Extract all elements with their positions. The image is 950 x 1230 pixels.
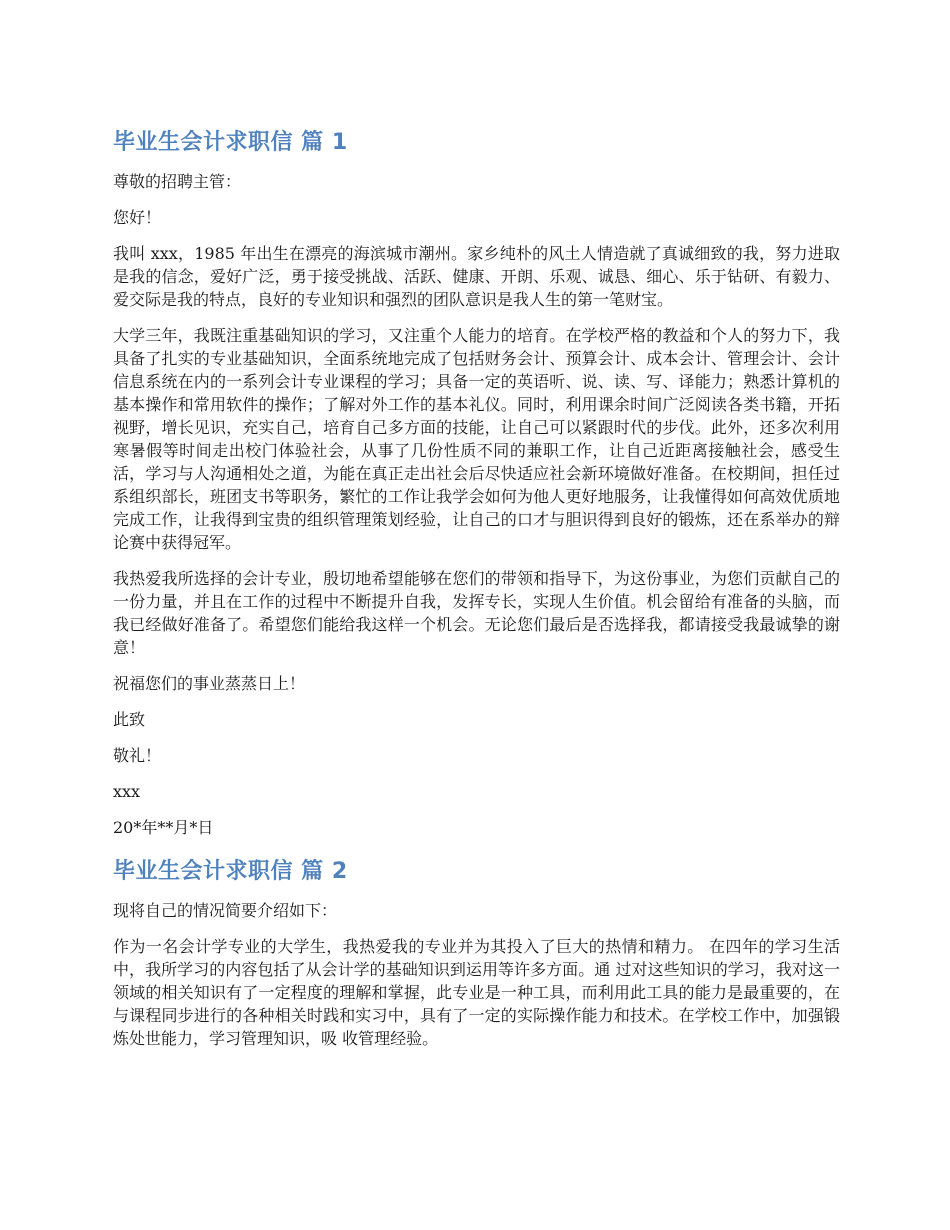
signature-date: 20*年**月*日 [113,818,214,837]
document-page [113,126,840,1063]
closing-jingli: 敬礼！ [113,746,162,765]
body-paragraph: 我热爱我所选择的会计专业，殷切地希望能够在您们的带领和指导下，为这份事业，为您们贡献自己的一份力量，并且在工作的过程中不断提升自我，发挥专长，实现人生价值。机会留给有准备的头脑，而我已经做好准备了。希望您们能给我这样一个机会。无论您们最后是否选择我，都请接受我最诚挚的谢意！ [113,569,840,657]
section-2 [113,855,840,1050]
body-paragraph: 作为一名会计学专业的大学生，我热爱我的专业并为其投入了巨大的热情和精力。 在四年的学习生活中，我所学习的内容包括了从会计学的基础知识到运用等许多方面。通 过对这些知识的学习，我对这一领域的相关知识有了一定程度的理解和掌握，此专业是一种工具，而利用此工具的能力是最重要的，在与课程同步进行的各种相关时践和实习中，具有了一定的实际操作能力和技术。在学校工作中，加强锻炼处世能力，学习管理知识，吸 收管理经验。 [113,937,840,1048]
intro-line: 现将自己的情况简要介绍如下： [113,901,338,920]
signature-name: xxx [113,782,141,801]
closing-wish: 祝福您们的事业蒸蒸日上！ [113,674,306,693]
section-1 [113,126,840,839]
body-paragraph: 大学三年，我既注重基础知识的学习，又注重个人能力的培育。在学校严格的教益和个人的努力下，我具备了扎实的专业基础知识，全面系统地完成了包括财务会计、预算会计、成本会计、管理会计、会计信息系统在内的一系列会计专业课程的学习；具备一定的英语听、说、读、写、译能力；熟悉计算机的基本操作和常用软件的操作；了解对外工作的基本礼仪。同时，利用课余时间广泛阅读各类书籍，开拓视野，增长见识，充实自己，培育自己多方面的技能，让自己可以紧跟时代的步伐。此外，还多次利用寒暑假等时间走出校门体验社会，从事了几份性质不同的兼职工作，让自己近距离接触社会，感受生活，学习与人沟通相处之道，为能在真正走出社会后尽快适应社会新环境做好准备。在校期间，担任过系组织部长，班团支书等职务，繁忙的工作让我学会如何为他人更好地服务，让我懂得如何高效优质地完成工作，让我得到宝贵的组织管理策划经验，让自己的口才与胆识得到良好的锻炼，还在系举办的辩论赛中获得冠军。 [113,326,840,552]
closing-cizhi: 此致 [113,710,146,729]
body-paragraph: 我叫 xxx，1985 年出生在漂亮的海滨城市潮州。家乡纯朴的风土人情造就了真诚细致的我，努力进取是我的信念，爱好广泛，勇于接受挑战、活跃、健康、开朗、乐观、诚恳、细心、乐于钻研、有毅力、爱交际是我的特点，良好的专业知识和强烈的团队意识是我人生的第一笔财宝。 [113,244,840,309]
greeting: 您好！ [113,208,162,227]
section-heading: 毕业生会计求职信 篇 2 [113,859,348,884]
salutation: 尊敬的招聘主管： [113,172,242,191]
section-heading: 毕业生会计求职信 篇 1 [113,130,348,155]
